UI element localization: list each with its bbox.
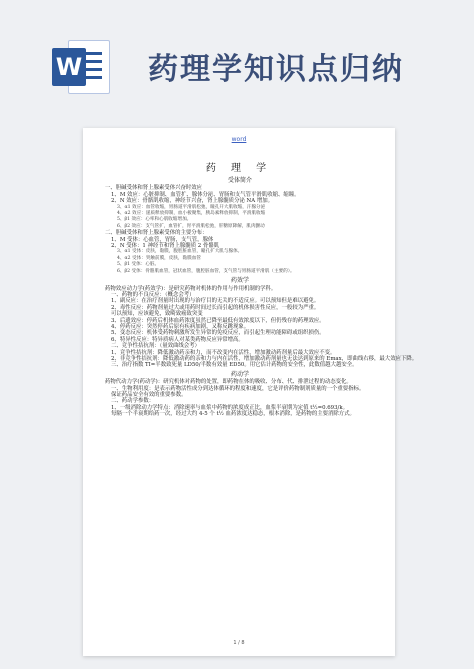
text-line: 4、α2 受体：突触前膜，皮肤，黏膜血管 [117,255,201,261]
text-line: 二、竞争性拮抗剂：（量效曲线会考） [111,343,200,350]
text-line: 每隔一个半衰期给药一次，经过大约 4-5 个 t½ 血药浓度达稳态，根本消除，是药物的主要消除方式。 [111,411,355,418]
text-line: 1、一级消除动力学特点：消除速率与血浆中药物的浓度成正比，血浆半衰期为定值 t½=0.693/k。 [111,404,349,411]
banner [0,0,474,118]
text-line: 一、药物的不良反应：（概念会考） [111,291,195,298]
text-line: 6、特异性反应：特异质病人对某类药物反应异常增高。 [111,336,244,343]
text-line: 5、β1 效应：心率和心肌收缩增加。 [117,217,192,223]
text-line: 4、α2 效应：递质释放抑制，血小板聚集，胰岛素释放抑制，平滑肌收缩 [117,211,266,217]
text-line: 3、α1 效应：血管收缩，胃肠道平滑肌松弛，瞳孔开大肌收缩，汗腺分泌 [117,204,266,210]
text-line: 4、停药反应：突然停药后原有疾病加剧，又称反跳现象。 [111,323,250,330]
text-line: 二、药动学参数： [111,398,155,405]
text-line: 1、竞争性拮抗剂：降低激动药亲和力，而不改变内在活性，增加激动药剂量后最大效应不变。 [111,349,336,356]
text-line: 6、β2 效应：支气管扩，血管扩，胃平滑肌松弛，肝糖原降解，肌肉颤动 [117,223,265,229]
text-line: 2、非竞争性拮抗剂：降低激动药的亲和力与内在活性，增加激动药剂量也无法达到原来的 Emax，即曲线右移，最大效应下降。 [111,355,418,362]
text-line: 保证药品安全有效的重要参数。 [111,392,187,398]
document-title: 药 理 学 [205,163,273,174]
word-logo-letter: W [52,48,86,86]
text-line: 2、毒性反应：药物剂量过大或用药时间过长而引起的机体损害性反应，一般较为严重。 [111,304,320,311]
document-page [83,128,418,656]
text-line: 药物代动力学(药动学)：研究机体对药物的处置，即药物在体的吸收、分布、代、排泄过程的动态变化。 [105,379,352,386]
document-body [83,177,418,418]
text-line: 三、治疗指数 TI=半数致死量 LD50/半数有效量 ED50。用它估计药物的安全性，此数值越大越安全。 [111,362,358,369]
word-document-icon [52,34,108,98]
text-line: 5、变态反应：机体受药物刺激所发生异常的免疫反应，而引起生理功能障碍或组织损伤。 [111,330,325,337]
text-line: 一、生物利用度：是表示药物活性成分到达体循环的程度和速度，它是评价药物制剂质量的一个重要指标。 [111,385,365,392]
text-line: 2、N 效应：骨骼肌收缩，神经节兴奋，肾上腺髓质分泌 NA 增加。 [111,198,274,205]
document-label: word [231,136,247,143]
section-heading: 药动学 [230,370,249,378]
banner-title: 药理学知识点归纳 [148,52,404,87]
section-heading: 受体简介 [227,177,252,184]
text-line: 5、β1 受体：心脏。 [117,262,160,268]
text-line: 2、N 受体：1 神经节和肾上腺髓质 2 骨骼肌 [111,243,220,250]
text-line: 3、α1 受体：皮肤，黏膜，腹腔脏血管，瞳孔扩大肌与腺体。 [117,249,243,255]
section-heading: 药效学 [230,277,249,285]
page-number: 1 / 8 [233,640,245,646]
text-line: 二、胆碱受体和肾上腺素受体的主要分布： [105,230,208,237]
text-line: 药物效应动力学(药效学)：是研究药物对机体的作用与作用机制的学科。 [105,285,277,292]
text-line: 6、β2 受体：骨骼肌血管，冠状血管，腹腔脏血管，支气管与胃肠道平滑肌（主要的）。 [117,268,295,274]
text-line: 1、M 受体：心血管，胃肠，支气管，腺体 [111,236,214,243]
text-line: 可以预知，应该避免，致畸致癌致突变 [111,311,203,318]
text-line: 3、后遗效应：停药后机体血药浓度虽然已降至最低有效浓度以下，但仍残存的药理效应。 [111,317,325,324]
text-line: 一、胆碱受体和肾上腺素受体兴奋时效应 [105,185,203,192]
text-line: 1、副反应：在治疗剂量时出现的与治疗目的无关的不适反应。可以预知但是难以避免。 [111,298,320,305]
text-line: 1、M 效应：心脏抑制、血管扩、腺体分泌、胃肠和支气管平滑肌收缩、缩瞳。 [111,191,300,198]
